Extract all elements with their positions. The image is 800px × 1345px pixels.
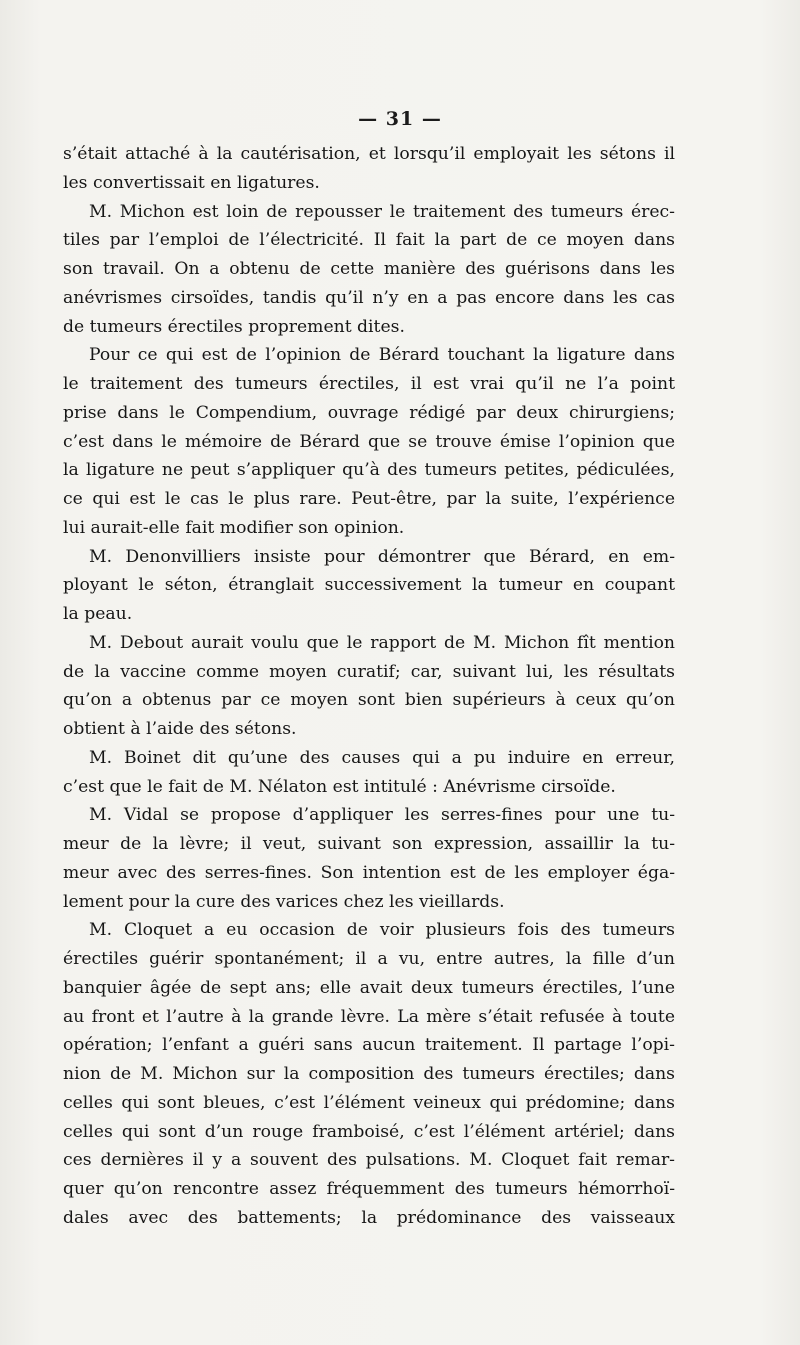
body-text: [63, 140, 675, 1233]
text-line: M. Michon est loin de repousser le traitement des tumeurs érec-: [89, 201, 675, 222]
text-line: M. Cloquet a eu occasion de voir plusieurs fois des tumeurs: [89, 920, 675, 941]
text-line: M. Vidal se propose d’appliquer les serres-fines pour une tu-: [89, 805, 675, 826]
text-line: c’est que le fait de M. Nélaton est intitulé : Anévrisme cirsoïde.: [63, 776, 616, 797]
text-line: la peau.: [63, 604, 133, 624]
text-line: nion de M. Michon sur la composition des tumeurs érectiles; dans: [63, 1064, 675, 1084]
page-number: — 31 —: [358, 108, 442, 130]
paragraph-8: [63, 916, 675, 1232]
text-line: dales avec des battements; la prédominance des vaisseaux: [63, 1207, 675, 1228]
paragraph-3: [63, 341, 675, 542]
text-line: c’est dans le mémoire de Bérard que se trouve émise l’opinion que: [63, 431, 675, 452]
text-line: les convertissait en ligatures.: [63, 172, 320, 193]
text-line: le traitement des tumeurs érectiles, il est vrai qu’il ne l’a point: [63, 374, 675, 394]
paragraph-5: [63, 629, 675, 744]
text-line: ce qui est le cas le plus rare. Peut-être, par la suite, l’expérience: [63, 489, 675, 509]
text-line: banquier âgée de sept ans; elle avait deux tumeurs érectiles, l’une: [63, 977, 675, 998]
paragraph-4: [63, 543, 675, 629]
text-line: Pour ce qui est de l’opinion de Bérard touchant la ligature dans: [89, 345, 675, 366]
text-line: son travail. On a obtenu de cette manière des guérisons dans les: [63, 259, 675, 279]
paragraph-7: [63, 801, 675, 916]
text-line: qu’on a obtenus par ce moyen sont bien supérieurs à ceux qu’on: [63, 690, 675, 711]
text-line: M. Denonvilliers insiste pour démontrer que Bérard, en em-: [89, 546, 675, 567]
text-line: la ligature ne peut s’appliquer qu’à des tumeurs petites, pédiculées,: [63, 460, 675, 481]
text-line: quer qu’on rencontre assez fréquemment des tumeurs hémorrhoï-: [63, 1179, 675, 1199]
paragraph-6: [63, 744, 675, 802]
text-line: lui aurait-elle fait modifier son opinion.: [63, 517, 405, 538]
text-line: lement pour la cure des varices chez les vieillards.: [63, 891, 505, 912]
paragraph-1: [63, 140, 675, 198]
text-line: anévrismes cirsoïdes, tandis qu’il n’y en a pas encore dans les cas: [63, 287, 675, 308]
paragraph-2: [63, 198, 675, 342]
text-line: M. Boinet dit qu’une des causes qui a pu induire en erreur,: [89, 747, 675, 768]
text-line: celles qui sont d’un rouge framboisé, c’est l’élément artériel; dans: [63, 1121, 675, 1142]
text-line: érectiles guérir spontanément; il a vu, entre autres, la fille d’un: [63, 949, 675, 969]
text-line: tiles par l’emploi de l’électricité. Il fait la part de ce moyen dans: [63, 230, 675, 251]
text-line: meur de la lèvre; il veut, suivant son expression, assaillir la tu-: [63, 834, 675, 854]
text-line: de la vaccine comme moyen curatif; car, suivant lui, les résultats: [63, 661, 675, 682]
text-line: celles qui sont bleues, c’est l’élément veineux qui prédomine; dans: [63, 1092, 675, 1113]
text-line: de tumeurs érectiles proprement dites.: [63, 316, 405, 337]
text-line: ployant le séton, étranglait successivement la tumeur en coupant: [63, 575, 675, 596]
text-line: M. Debout aurait voulu que le rapport de M. Michon fît mention: [89, 632, 675, 653]
text-line: obtient à l’aide des sétons.: [63, 719, 297, 739]
text-line: meur avec des serres-fines. Son intention est de les employer éga-: [63, 862, 675, 883]
text-line: s’était attaché à la cautérisation, et lorsqu’il employait les sétons il: [63, 144, 675, 164]
text-line: au front et l’autre à la grande lèvre. La mère s’était refusée à toute: [63, 1006, 675, 1027]
text-line: prise dans le Compendium, ouvrage rédigé par deux chirurgiens;: [63, 402, 675, 423]
text-line: opération; l’enfant a guéri sans aucun traitement. Il partage l’opi-: [63, 1035, 675, 1056]
text-line: ces dernières il y a souvent des pulsations. M. Cloquet fait remar-: [63, 1150, 675, 1171]
